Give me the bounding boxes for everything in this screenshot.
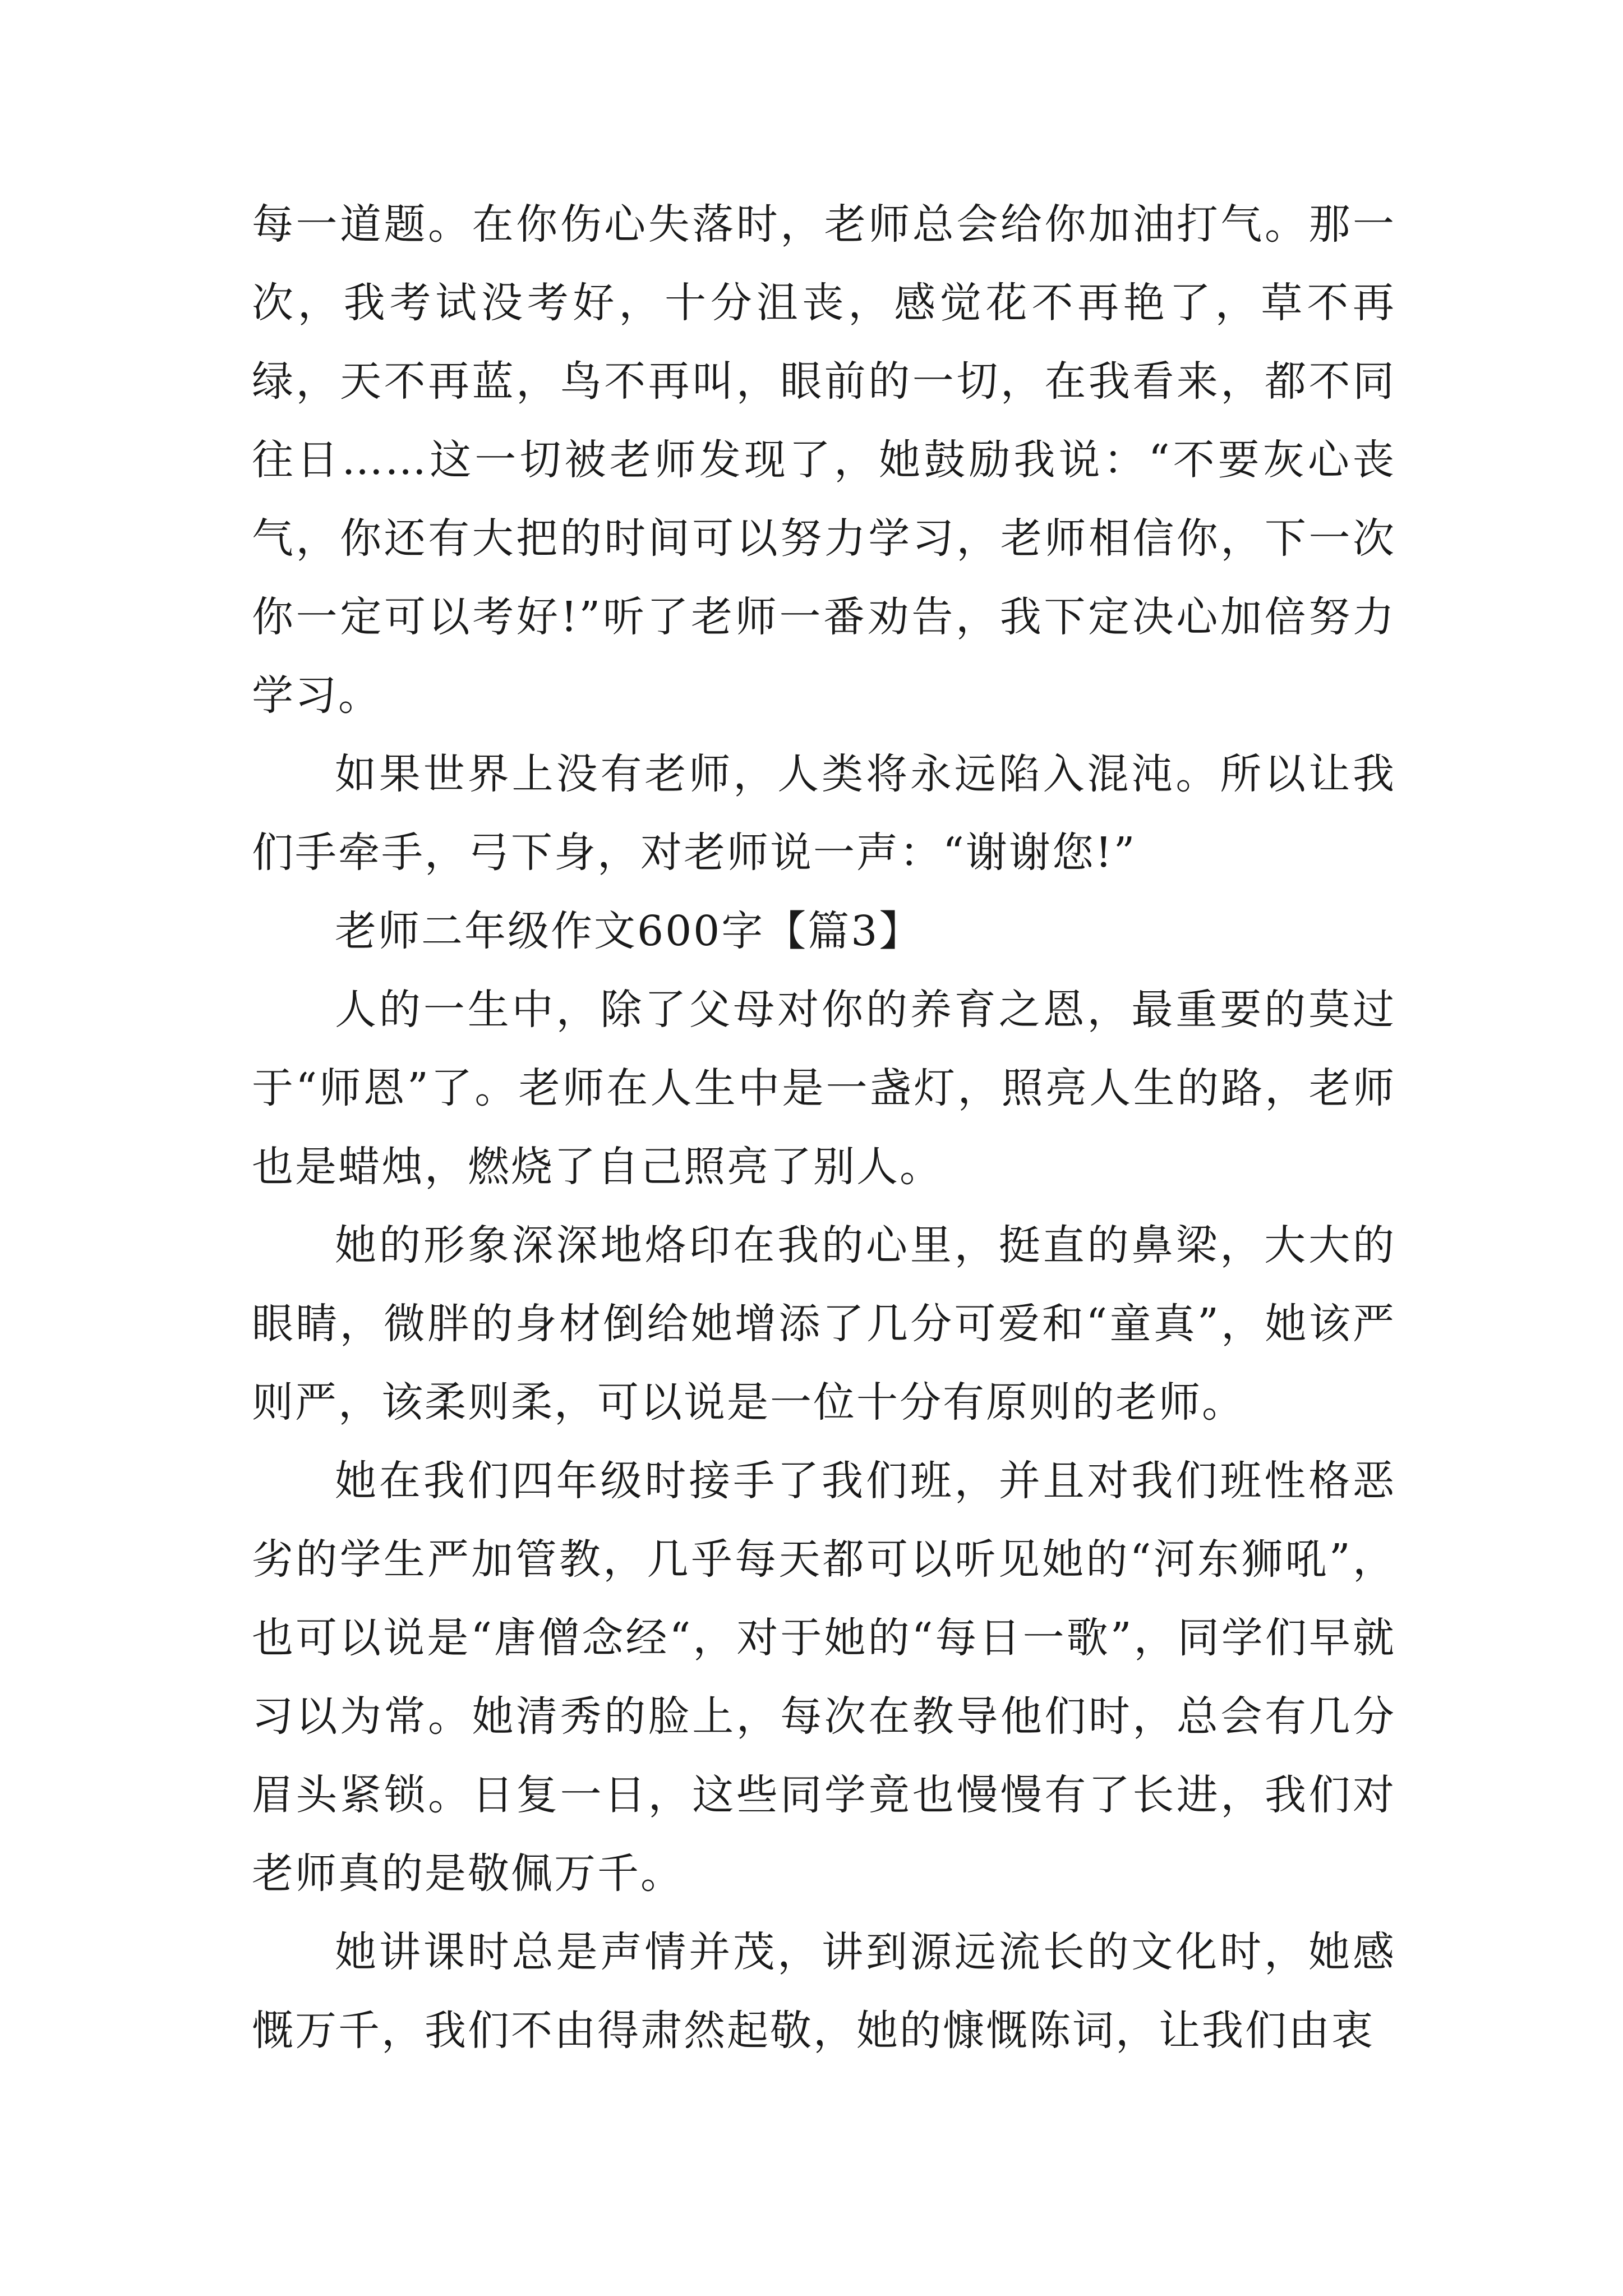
paragraph-6: 她讲课时总是声情并茂，讲到源远流长的文化时，她感慨万千，我们不由得肃然起敬，她的慷慨陈词，让我们由衷: [252, 1928, 1396, 2055]
section-heading: 老师二年级作文600字【篇3】: [335, 907, 923, 955]
paragraph-5: 她在我们四年级时接手了我们班，并且对我们班性格恶劣的学生严加管教，几乎每天都可以听见她的“河东狮吼”，也可以说是“唐僧念经“，对于她的“每日一歌”，同学们早就习以为常。她清秀的脸上，每次在教导他们时，总会有几分眉头紧锁。日复一日，这些同学竟也慢慢有了长进，我们对老师真的是敬佩万千。: [252, 1457, 1396, 1898]
paragraph-2: 如果世界上没有老师，人类将永远陷入混沌。所以让我们手牵手，弓下身，对老师说一声：“谢谢您!”: [252, 750, 1396, 877]
paragraph-1: 每一道题。在你伤心失落时，老师总会给你加油打气。那一次，我考试没考好，十分沮丧，感觉花不再艳了，草不再绿，天不再蓝，鸟不再叫，眼前的一切，在我看来，都不同往日……这一切被老师发现了，她鼓励我说：“不要灰心丧气，你还有大把的时间可以努力学习，老师相信你，下一次你一定可以考好!”听了老师一番劝告，我下定决心加倍努力学习。: [252, 200, 1396, 720]
paragraph-3: 人的一生中，除了父母对你的养育之恩，最重要的莫过于“师恩”了。老师在人生中是一盏灯，照亮人生的路，老师也是蜡烛，燃烧了自己照亮了别人。: [252, 986, 1396, 1191]
paragraph-4: 她的形象深深地烙印在我的心里，挺直的鼻梁，大大的眼睛，微胖的身材倒给她增添了几分可爱和“童真”，她该严则严，该柔则柔，可以说是一位十分有原则的老师。: [252, 1221, 1396, 1427]
document-body: [252, 185, 1396, 2070]
